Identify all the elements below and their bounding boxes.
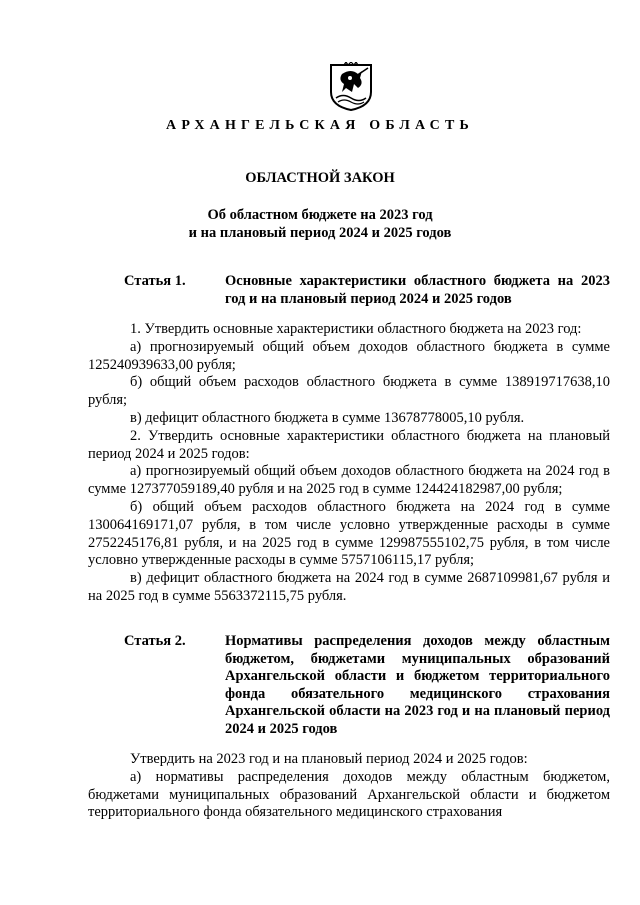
region-name: АРХАНГЕЛЬСКАЯ ОБЛАСТЬ — [166, 118, 474, 133]
paragraph: в) дефицит областного бюджета в сумме 13678778005,10 рубля. — [130, 409, 525, 426]
law-subtitle — [0, 206, 640, 242]
article-2-body — [88, 751, 610, 822]
paragraph: а) прогнозируемый общий объем доходов областного бюджета в сумме 125240939633,00 рубля; — [88, 338, 610, 373]
paragraph: 1. Утвердить основные характеристики областного бюджета на 2023 год: — [130, 321, 582, 337]
coat-of-arms-icon — [328, 62, 374, 112]
paragraph: б) общий объем расходов областного бюджета на 2024 год в сумме 130064169171,07 рубля, в том числе условно утвержденные расходы в сумме 2752245176,81 рубля, и на 2025 год в сумме 129987555102,75 рубля, в том числе условно утвержденные расходы в сумме 5757106115,17 рубля; — [88, 498, 610, 569]
law-type: ОБЛАСТНОЙ ЗАКОН — [245, 170, 395, 186]
article-1-body — [88, 321, 610, 606]
article-1-heading — [124, 273, 610, 308]
article-title: Нормативы распределения доходов между областным бюджетом, бюджетами муниципальных образований Архангельской области и бюджетом территориального фонда обязательного медицинского страхования Архангельской области на 2023 год и на плановый период 2024 и 2025 годов — [225, 633, 610, 737]
paragraph: а) нормативы распределения доходов между областным бюджетом, бюджетами муниципальных образований Архангельской области и бюджетом территориального фонда обязательного медицинского страхования — [88, 768, 610, 821]
article-title: Основные характеристики областного бюджета на 2023 год и на плановый период 2024 и 2025 годов — [225, 273, 610, 307]
law-subtitle-line-1: Об областном бюджете на 2023 год — [207, 207, 433, 223]
law-subtitle-line-2: и на плановый период 2024 и 2025 годов — [188, 225, 452, 241]
paragraph: б) общий объем расходов областного бюджета в сумме 138919717638,10 рубля; — [88, 374, 610, 409]
article-number: Статья 1. — [124, 273, 186, 289]
paragraph: Утвердить на 2023 год и на плановый период 2024 и 2025 годов: — [130, 751, 528, 767]
article-2-heading — [124, 633, 610, 738]
paragraph: 2. Утвердить основные характеристики областного бюджета на плановый период 2024 и 2025 годов: — [88, 427, 610, 462]
paragraph: а) прогнозируемый общий объем доходов областного бюджета на 2024 год в сумме 127377059189,40 рубля и на 2025 год в сумме 124424182987,00 рубля; — [88, 463, 610, 498]
paragraph: в) дефицит областного бюджета на 2024 год в сумме 2687109981,67 рубля и на 2025 год в сумме 5563372115,75 рубля. — [88, 570, 610, 604]
article-number: Статья 2. — [124, 633, 186, 649]
